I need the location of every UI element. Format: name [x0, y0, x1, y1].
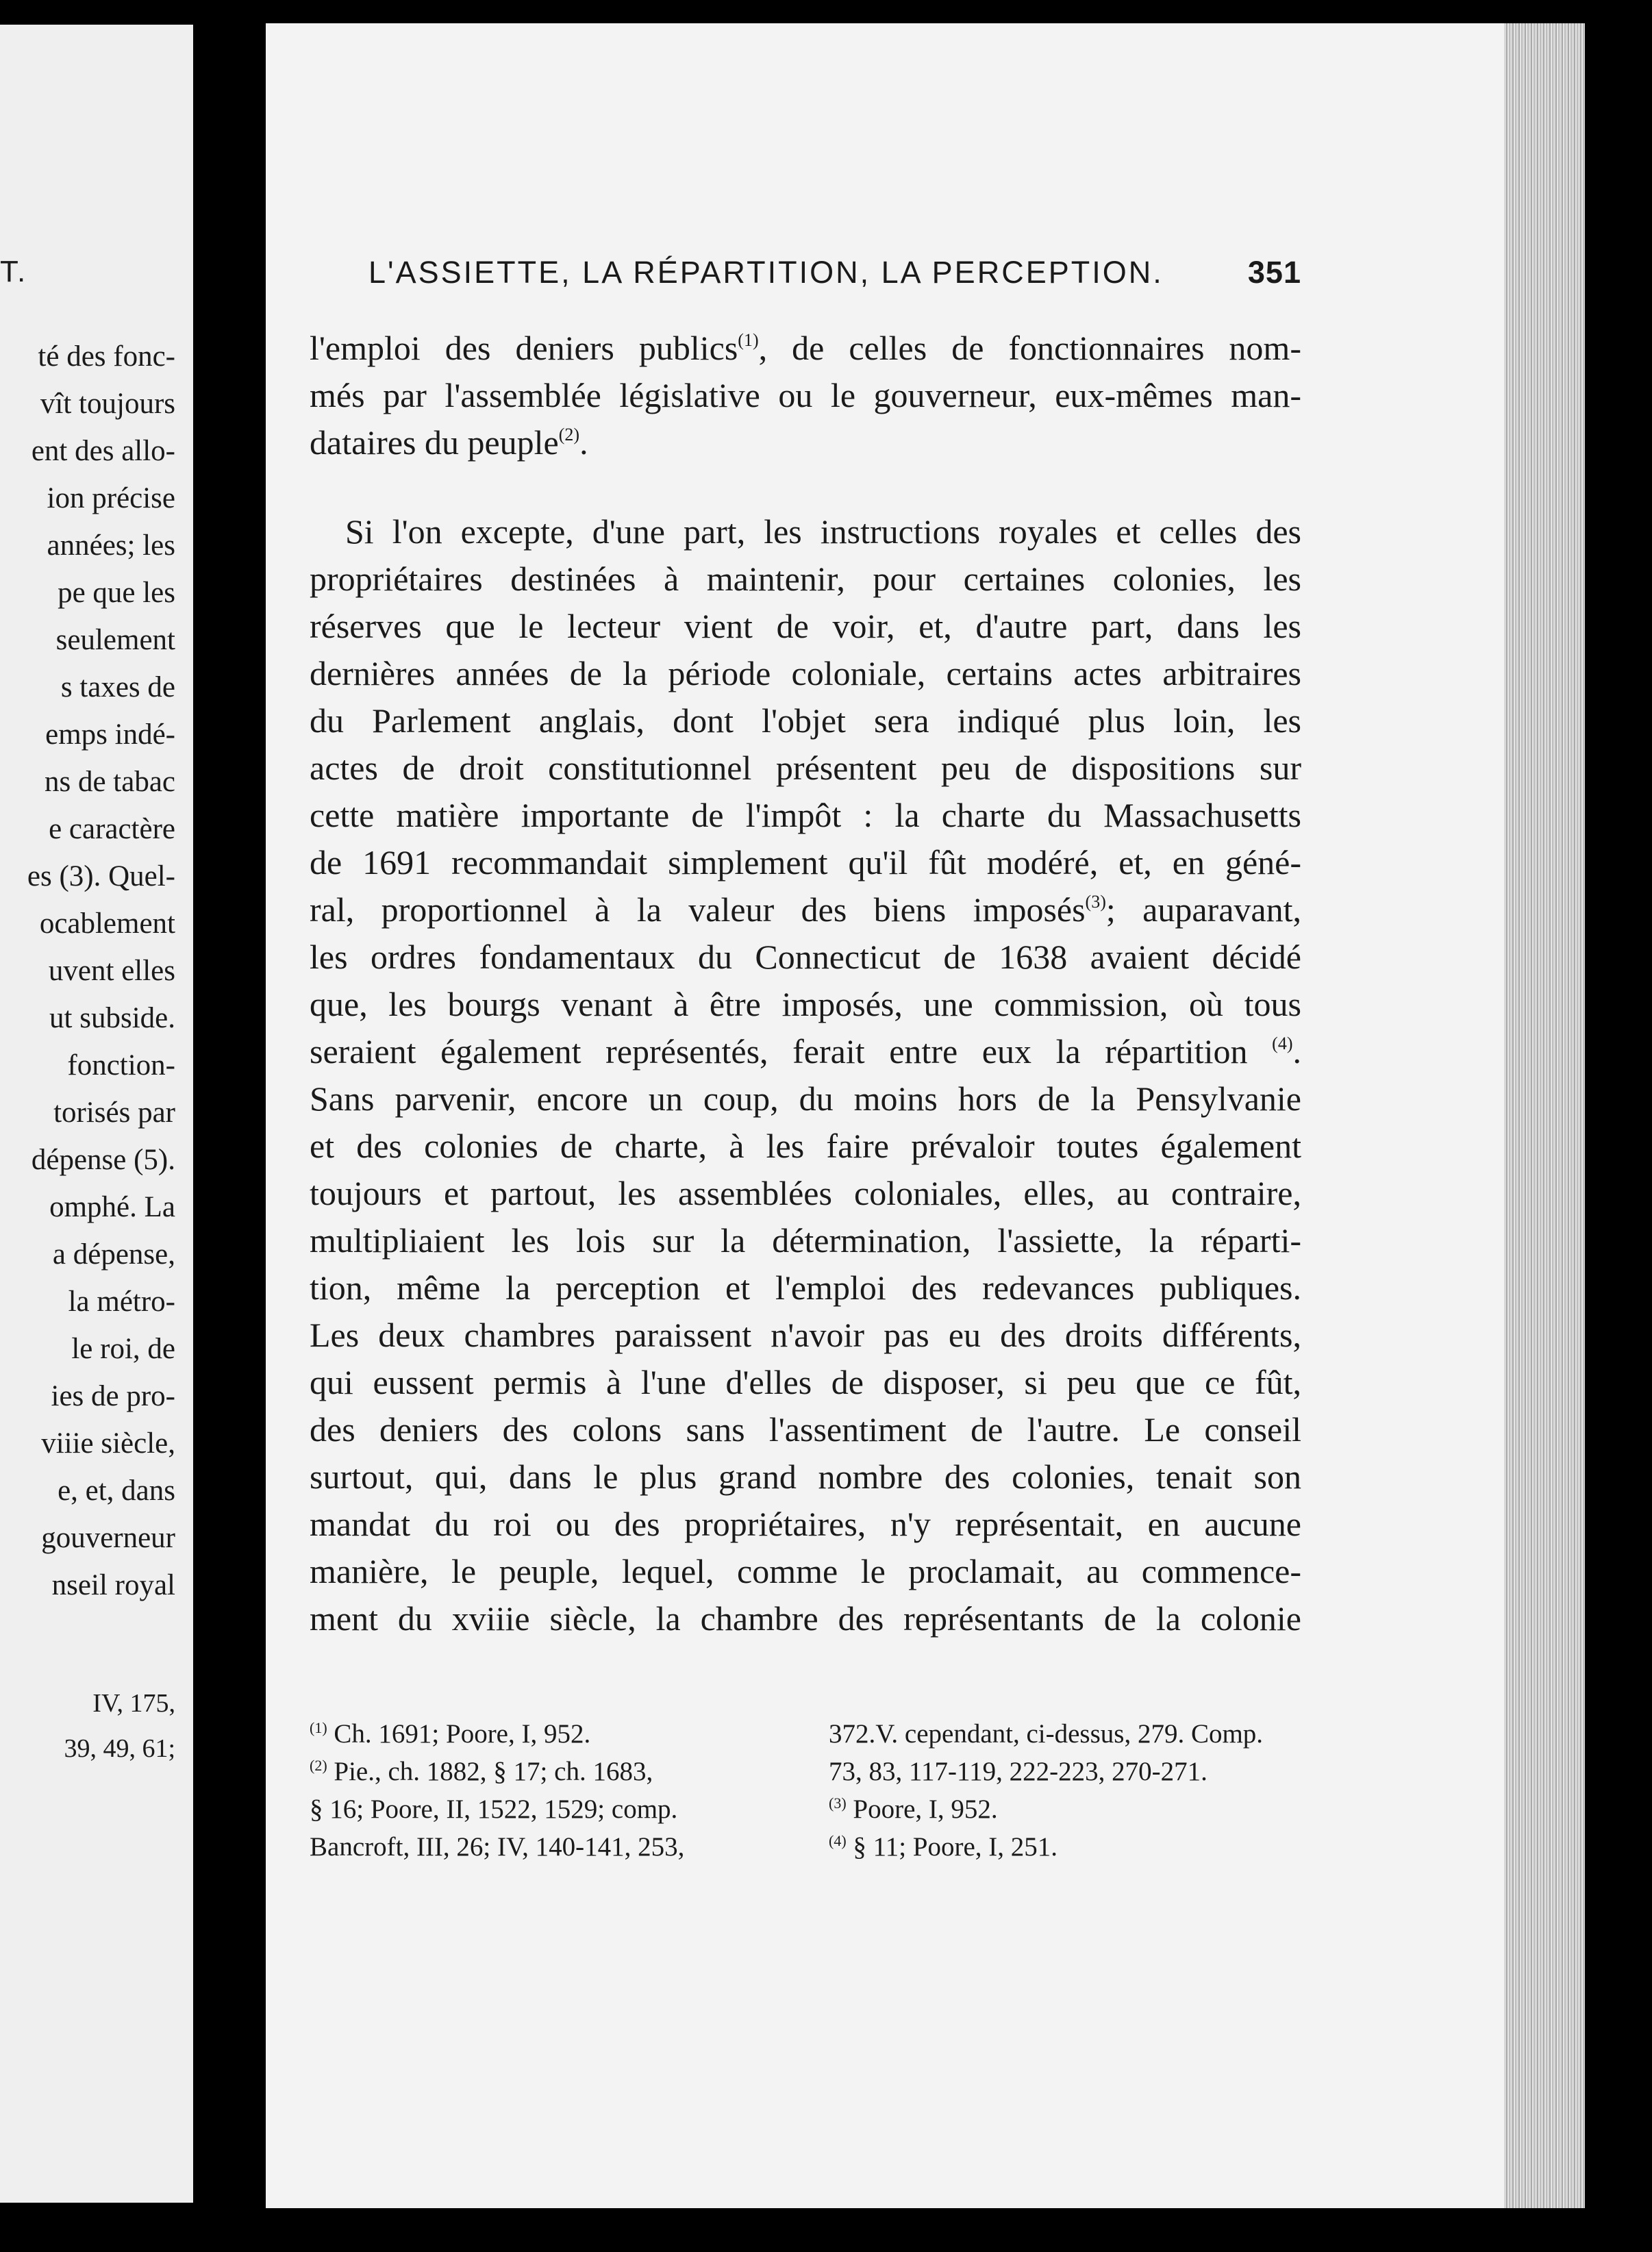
left-text-line: s taxes de: [60, 671, 175, 703]
facing-page-left: [0, 25, 193, 2203]
text-line: [310, 1075, 1301, 1123]
footnote-ref: (4): [1272, 1034, 1293, 1053]
text-run: més par l'assemblée législative ou le gouverneur, eux-mêmes man-: [310, 376, 1301, 414]
text-line: [310, 555, 1301, 603]
left-text-line: années; les: [47, 529, 175, 562]
footnote-line: [310, 1753, 782, 1790]
left-text-line: ent des allo-: [31, 435, 175, 467]
footnote-ref: (4): [829, 1832, 847, 1849]
footnote-line: [829, 1790, 1301, 1828]
text-line: [310, 1028, 1301, 1075]
text-line: [310, 1548, 1301, 1595]
text-run: les ordres fondamentaux du Connecticut de 1638 avaient décidé: [310, 938, 1301, 976]
left-note-line: IV, 175,: [92, 1689, 175, 1718]
text-line: [310, 886, 1301, 934]
text-line: [310, 1170, 1301, 1217]
text-line: [310, 839, 1301, 886]
left-text-line: ns de tabac: [44, 766, 175, 798]
footnote-ref: (3): [1085, 892, 1106, 912]
text-run: et des colonies de charte, à les faire prévaloir toutes également: [310, 1127, 1301, 1165]
left-text-line: ion précise: [47, 482, 175, 514]
footnote-line: [829, 1715, 1301, 1753]
text-run: multipliaient les lois sur la détermination, l'assiette, la réparti-: [310, 1221, 1301, 1260]
text-run: manière, le peuple, lequel, comme le proclamait, au commence-: [310, 1552, 1301, 1590]
page-edges: [1504, 23, 1585, 2208]
text-run: dataires du peuple: [310, 423, 559, 462]
left-text-line: e caractère: [49, 813, 175, 845]
text-run: réserves que le lecteur vient de voir, et, d'autre part, dans les: [310, 607, 1301, 645]
text-run: surtout, qui, dans le plus grand nombre des colonies, tenait son: [310, 1457, 1301, 1496]
text-run: actes de droit constitutionnel présentent peu de dispositions sur: [310, 749, 1301, 787]
footnotes: [310, 1715, 1301, 1866]
text-run: mandat du roi ou des propriétaires, n'y représentait, en aucune: [310, 1505, 1301, 1543]
left-text-line: té des fonc-: [38, 340, 175, 373]
footnote-line: [310, 1715, 782, 1753]
text-line: [310, 325, 1301, 372]
text-line: [310, 1312, 1301, 1359]
left-text-line: pe que les: [58, 577, 175, 609]
left-text-line: vît toujours: [40, 388, 175, 420]
left-text-line: seulement: [55, 624, 175, 656]
footnote-line: [829, 1753, 1301, 1790]
left-text-line: gouverneur: [41, 1522, 175, 1554]
footnote-line: [310, 1790, 782, 1828]
footnote-ref: (3): [829, 1794, 847, 1812]
text-run: § 16; Poore, II, 1522, 1529; comp.: [310, 1794, 678, 1824]
text-run: § 11; Poore, I, 251.: [846, 1832, 1058, 1862]
text-run: du Parlement anglais, dont l'objet sera indiqué plus loin, les: [310, 701, 1301, 740]
text-run: .: [1292, 1032, 1301, 1071]
left-note-line: 39, 49, 61;: [64, 1734, 175, 1763]
text-line: [310, 697, 1301, 745]
text-run: 73, 83, 117-119, 222-223, 270-271.: [829, 1757, 1207, 1786]
text-run: Ch. 1691; Poore, I, 952.: [327, 1719, 591, 1749]
left-text-line: emps indé-: [45, 718, 175, 751]
book-page: [266, 23, 1507, 2208]
left-text-line: ies de pro-: [51, 1380, 175, 1412]
body-text: [310, 325, 1301, 1642]
text-run: l'emploi des deniers publics: [310, 329, 738, 367]
text-run: Sans parvenir, encore un coup, du moins hors de la Pensylvanie: [310, 1079, 1301, 1118]
text-line: [310, 981, 1301, 1028]
text-line: [310, 1217, 1301, 1264]
text-line: [310, 1501, 1301, 1548]
left-text-line: uvent elles: [48, 955, 175, 987]
text-run: Bancroft, III, 26; IV, 140-141, 253,: [310, 1832, 685, 1862]
text-run: propriétaires destinées à maintenir, pour certaines colonies, les: [310, 560, 1301, 598]
text-line: [310, 792, 1301, 839]
left-text-line: la métro-: [68, 1286, 175, 1318]
text-line: [310, 1123, 1301, 1170]
left-text-line: ut subside.: [49, 1002, 175, 1034]
text-run: ; auparavant,: [1105, 890, 1301, 929]
footnote-ref: (2): [558, 425, 580, 445]
text-run: seraient également représentés, ferait entre eux la répartition: [310, 1032, 1273, 1071]
footnotes-right-column: [829, 1715, 1301, 1866]
text-line: [310, 508, 1301, 555]
text-line: [310, 934, 1301, 981]
text-line: [310, 603, 1301, 650]
text-run: Poore, I, 952.: [846, 1794, 998, 1824]
footnote-ref: (1): [310, 1719, 327, 1736]
text-line: [310, 1453, 1301, 1501]
text-run: ral, proportionnel à la valeur des biens imposés: [310, 890, 1086, 929]
text-run: , de celles de fonctionnaires nom-: [758, 329, 1301, 367]
left-running-head: T.: [0, 255, 28, 288]
text-line: [310, 1264, 1301, 1312]
left-text-line: a dépense,: [52, 1238, 175, 1271]
left-text-line: ocablement: [39, 908, 175, 940]
text-run: de 1691 recommandait simplement qu'il fût modéré, et, en géné-: [310, 843, 1301, 881]
running-head: [368, 255, 1301, 290]
footnote-line: [829, 1828, 1301, 1866]
footnote-ref: (2): [310, 1757, 327, 1774]
text-run: qui eussent permis à l'une d'elles de disposer, si peu que ce fût,: [310, 1363, 1301, 1401]
text-run: Les deux chambres paraissent n'avoir pas eu des droits différents,: [310, 1316, 1301, 1354]
text-run: toujours et partout, les assemblées coloniales, elles, au contraire,: [310, 1174, 1301, 1212]
left-text-line: e, et, dans: [58, 1475, 175, 1507]
left-text-line: le roi, de: [71, 1333, 175, 1365]
text-run: 372.V. cependant, ci-dessus, 279. Comp.: [829, 1719, 1264, 1749]
text-run: cette matière importante de l'impôt : la charte du Massachusetts: [310, 796, 1301, 834]
footnote-line: [310, 1828, 782, 1866]
text-run: des deniers des colons sans l'assentiment de l'autre. Le conseil: [310, 1410, 1301, 1449]
text-run: Si l'on excepte, d'une part, les instructions royales et celles des: [345, 512, 1301, 551]
left-text-line: dépense (5).: [31, 1144, 175, 1176]
left-text-line: nseil royal: [51, 1569, 175, 1601]
text-line: [310, 650, 1301, 697]
text-line: [310, 1406, 1301, 1453]
text-run: .: [579, 423, 588, 462]
text-line: [310, 419, 1301, 466]
left-page-text: [0, 333, 175, 1609]
running-head-title: L'ASSIETTE, LA RÉPARTITION, LA PERCEPTION.: [368, 255, 1164, 290]
left-text-line: viiie siècle,: [41, 1427, 175, 1460]
left-text-line: torisés par: [53, 1097, 175, 1129]
left-text-line: omphé. La: [49, 1191, 175, 1223]
text-run: Pie., ch. 1882, § 17; ch. 1683,: [327, 1757, 653, 1786]
paragraph-continuation: [310, 325, 1301, 466]
text-run: dernières années de la période coloniale, certains actes arbitraires: [310, 654, 1301, 692]
footnotes-left-column: [310, 1715, 782, 1866]
text-line: [310, 1595, 1301, 1642]
text-run: que, les bourgs venant à être imposés, une commission, où tous: [310, 985, 1301, 1023]
left-page-footnotes: [0, 1681, 175, 1771]
text-run: tion, même la perception et l'emploi des redevances publiques.: [310, 1268, 1301, 1307]
page-number: 351: [1247, 255, 1301, 290]
left-text-line: fonction-: [67, 1049, 175, 1081]
text-line: [310, 372, 1301, 419]
paragraph-main: [310, 508, 1301, 1642]
text-line: [310, 745, 1301, 792]
left-text-line: es (3). Quel-: [27, 860, 175, 892]
footnote-ref: (1): [738, 330, 759, 350]
text-run: ment du xviiie siècle, la chambre des représentants de la colonie: [310, 1599, 1301, 1638]
text-line: [310, 1359, 1301, 1406]
